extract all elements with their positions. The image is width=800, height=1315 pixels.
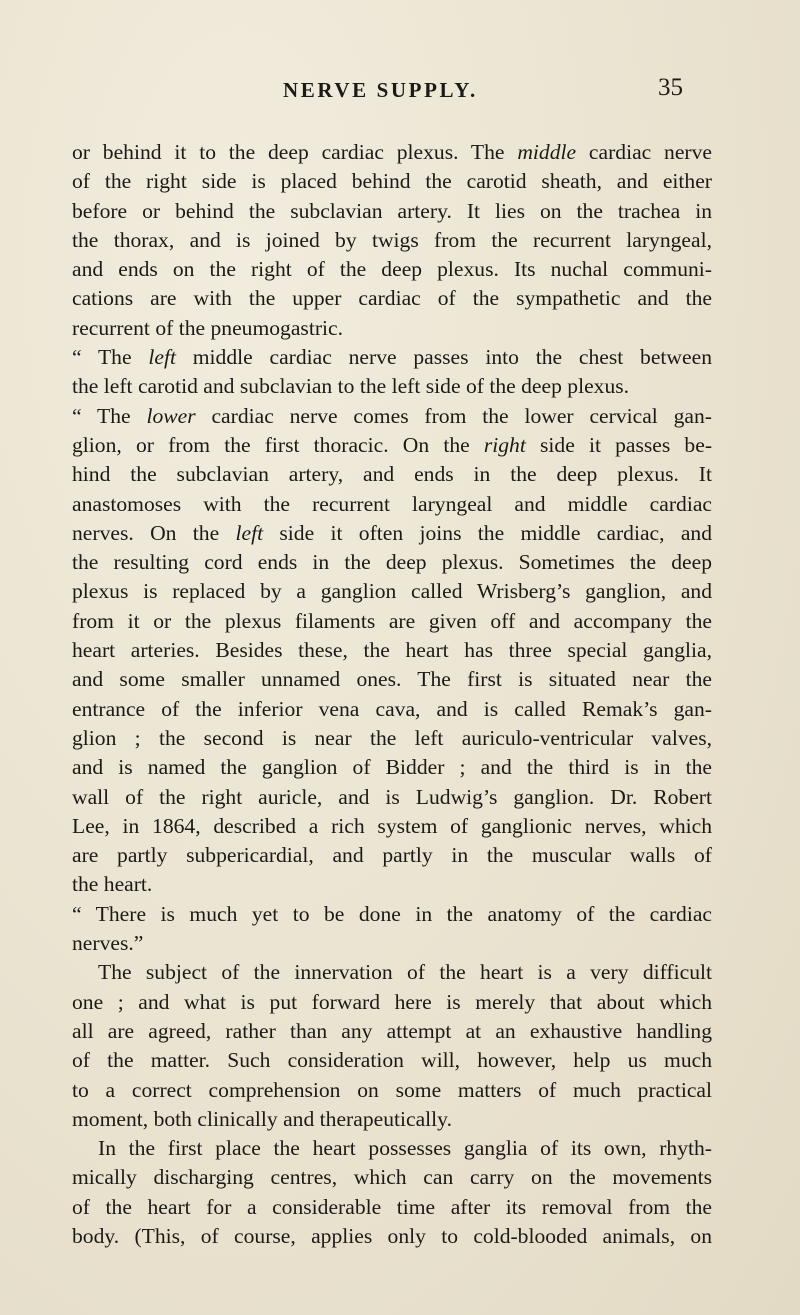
text-line	[72, 577, 712, 606]
text-span: cations are with the upper cardiac of the sympathetic and the	[72, 286, 712, 311]
text-line	[72, 284, 712, 313]
text-line	[72, 1193, 712, 1222]
text-line	[72, 636, 712, 665]
text-line	[72, 665, 712, 694]
running-head: NERVE SUPPLY.	[283, 78, 478, 102]
text-span: all are agreed, rather than any attempt at an exhaustive handling	[72, 1018, 712, 1043]
italic-span: lower	[146, 403, 196, 428]
text-span: Lee, in 1864, described a rich system of ganglionic nerves, which	[72, 813, 712, 838]
text-line	[72, 1222, 712, 1251]
text-line	[72, 226, 712, 255]
text-line	[72, 958, 712, 987]
text-line	[72, 1046, 712, 1075]
text-line	[72, 1017, 712, 1046]
text-span: “ The	[72, 403, 147, 428]
text-span: “ The	[72, 345, 149, 370]
text-line	[72, 870, 712, 899]
text-span: heart arteries. Besides these, the heart has three special ganglia,	[72, 638, 712, 663]
text-span: the heart.	[72, 872, 153, 897]
text-line	[72, 314, 712, 343]
text-line	[72, 812, 712, 841]
text-span: of the matter. Such consideration will, however, help us much	[72, 1048, 712, 1073]
text-span: of the right side is placed behind the carotid sheath, and either	[72, 169, 712, 194]
text-line	[72, 490, 712, 519]
text-line	[72, 929, 712, 958]
italic-span: right	[483, 432, 526, 457]
text-span: from it or the plexus filaments are given off and accompany the	[72, 608, 712, 633]
text-line	[72, 138, 712, 167]
page-number: 35	[658, 74, 683, 101]
italic-span: middle	[517, 140, 577, 164]
text-line	[72, 1076, 712, 1105]
text-span: cardiac nerve comes from the lower cervical gan-	[195, 403, 712, 428]
text-line	[72, 343, 712, 372]
text-span: mically discharging centres, which can carry on the movements	[72, 1165, 712, 1190]
text-span: In the first place the heart possesses ganglia of its own, rhyth-	[98, 1136, 712, 1161]
text-line	[72, 900, 712, 929]
text-span: one ; and what is put forward here is merely that about which	[72, 989, 712, 1014]
text-span: wall of the right auricle, and is Ludwig’s ganglion. Dr. Robert	[72, 784, 712, 809]
text-span: middle cardiac nerve passes into the chest between	[175, 345, 712, 370]
text-span: glion, or from the first thoracic. On the	[72, 432, 484, 457]
text-line	[72, 1134, 712, 1163]
italic-span: left	[148, 345, 176, 370]
text-span: to a correct comprehension on some matters of much practical	[72, 1077, 712, 1102]
text-span: nerves.”	[72, 931, 144, 956]
text-line	[72, 519, 712, 548]
text-line	[72, 1105, 712, 1134]
text-line	[72, 607, 712, 636]
text-span: or behind it to the deep cardiac plexus. The	[72, 140, 518, 164]
text-span: moment, both clinically and therapeutically.	[72, 1106, 452, 1131]
text-line	[72, 783, 712, 812]
page-header	[0, 74, 800, 108]
text-line	[72, 695, 712, 724]
text-span: the resulting cord ends in the deep plexus. Sometimes the deep	[72, 550, 712, 575]
text-span: glion ; the second is near the left auriculo-ventricular valves,	[72, 725, 712, 750]
text-span: entrance of the inferior vena cava, and is called Remak’s gan-	[72, 696, 712, 721]
text-line	[72, 1163, 712, 1192]
italic-span: left	[235, 520, 264, 545]
text-span: hind the subclavian artery, and ends in the deep plexus. It	[72, 462, 712, 487]
text-span: body. (This, of course, applies only to cold-blooded animals, on	[72, 1223, 712, 1248]
text-line	[72, 402, 712, 431]
text-span: side it often joins the middle cardiac, and	[263, 520, 712, 545]
text-span: the thorax, and is joined by twigs from the recurrent laryngeal,	[72, 227, 712, 252]
text-span: are partly subpericardial, and partly in the muscular walls of	[72, 843, 712, 868]
text-line	[72, 724, 712, 753]
text-span: before or behind the subclavian artery. It lies on the trachea in	[72, 198, 712, 223]
text-span: nerves. On the	[72, 520, 236, 545]
text-line	[72, 255, 712, 284]
text-span: side it passes be-	[525, 432, 713, 457]
text-line	[72, 460, 712, 489]
text-span: The subject of the innervation of the heart is a very difficult	[98, 960, 712, 985]
text-span: of the heart for a considerable time after its removal from the	[72, 1194, 712, 1219]
text-span: and some smaller unnamed ones. The first is situated near the	[72, 667, 712, 692]
text-span: and ends on the right of the deep plexus. Its nuchal communi-	[72, 257, 712, 282]
text-line	[72, 753, 712, 782]
text-span: plexus is replaced by a ganglion called Wrisberg’s ganglion, and	[72, 579, 712, 604]
text-line	[72, 841, 712, 870]
text-line	[72, 197, 712, 226]
text-span: cardiac nerve	[576, 140, 712, 164]
text-span: anastomoses with the recurrent laryngeal and middle cardiac	[72, 491, 712, 516]
text-span: the left carotid and subclavian to the left side of the deep plexus.	[72, 374, 630, 399]
text-span: recurrent of the pneumogastric.	[72, 315, 344, 340]
text-span: and is named the ganglion of Bidder ; and the third is in the	[72, 755, 712, 780]
body-text	[72, 138, 712, 1251]
text-line	[72, 988, 712, 1017]
text-line	[72, 167, 712, 196]
text-line	[72, 548, 712, 577]
text-span: “ There is much yet to be done in the anatomy of the cardiac	[72, 901, 712, 926]
text-line	[72, 431, 712, 460]
text-line	[72, 372, 712, 401]
